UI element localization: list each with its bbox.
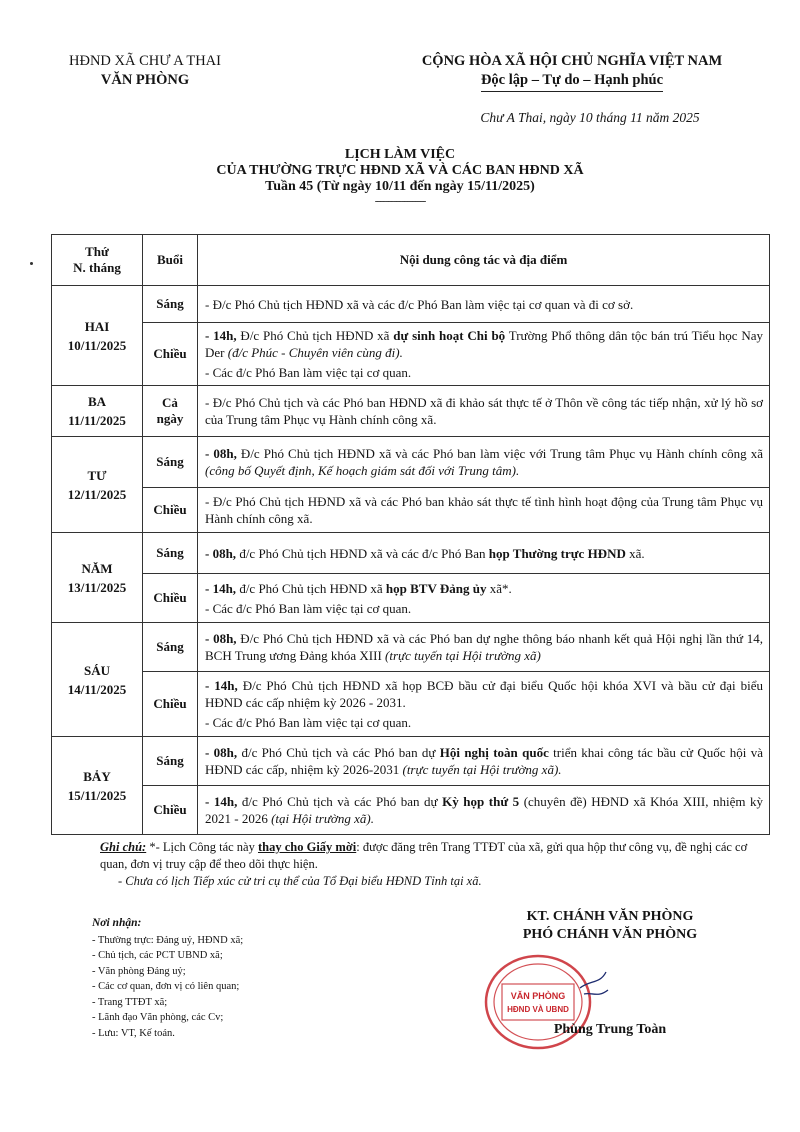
document-title xyxy=(150,147,650,207)
recipient-item: - Văn phòng Đảng uỷ; xyxy=(92,965,186,977)
signer-title: PHÓ CHÁNH VĂN PHÒNG xyxy=(522,927,698,942)
national-motto: Độc lập – Tự do – Hạnh phúc xyxy=(481,71,663,92)
day-date: 11/11/2025 xyxy=(68,413,126,428)
day-cell-thursday xyxy=(52,533,143,623)
table-row xyxy=(52,437,770,488)
content-cell xyxy=(198,574,770,623)
time-label: - 14h, xyxy=(205,328,237,343)
activity-emphasis: Hội nghị toàn quốc xyxy=(439,745,549,760)
signer-name: Phùng Trung Toàn xyxy=(553,1022,667,1037)
activity-fragment: (chuyên đề) HĐND xã Khóa XIII, nhiệm kỳ 2021 - 2026 xyxy=(205,794,764,826)
activity-text: - Đ/c Phó Chủ tịch HĐND xã và các đ/c Phó Ban làm việc tại cơ quan và đi cơ sở. xyxy=(205,296,634,312)
activity-emphasis: dự sinh hoạt Chi bộ xyxy=(393,328,506,343)
activity-text xyxy=(205,327,763,361)
activity-fragment: Đ/c Phó Chủ tịch HĐND xã và các Phó ban dự nghe thông báo nhanh kết quả Hội nghị lần thứ 14, BCH Trung ương Đảng khóa XIII xyxy=(205,631,764,663)
svg-text:VĂN PHÒNG: VĂN PHÒNG xyxy=(510,991,566,1001)
activity-text: - Các đ/c Phó Ban làm việc tại cơ quan. xyxy=(205,715,412,730)
day-name: BẢY xyxy=(83,768,111,784)
activity-fragment: đ/c Phó Chủ tịch HĐND xã xyxy=(236,580,386,596)
time-label: - 14h, xyxy=(205,794,238,809)
title-divider: ------------------- xyxy=(374,195,426,207)
signer-authority: KT. CHÁNH VĂN PHÒNG xyxy=(526,909,694,924)
activity-text: - Các đ/c Phó Ban làm việc tại cơ quan. xyxy=(205,600,412,616)
issuing-office-name: VĂN PHÒNG xyxy=(100,72,190,88)
time-label: - 14h, xyxy=(205,678,238,693)
activity-fragment: Trường Phổ thông dân tộc bán trú Tiểu học Nay Der xyxy=(205,328,763,360)
recipient-item: - Lưu: VT, Kế toán. xyxy=(92,1027,175,1039)
scan-speck xyxy=(30,262,33,265)
activity-fragment: Đ/c Phó Chủ tịch HĐND xã và các Phó ban làm việc với Trung tâm Phục vụ Hành chính công xã xyxy=(236,446,763,461)
recipient-item: - Các cơ quan, đơn vị có liên quan; xyxy=(92,981,240,992)
table-row xyxy=(52,286,770,323)
content-cell xyxy=(198,786,770,835)
day-name: HAI xyxy=(84,318,110,334)
table-row xyxy=(52,672,770,737)
activity-note: (trực tuyến tại Hội trường xã) xyxy=(385,648,541,663)
time-label: - 14h, xyxy=(205,580,237,596)
table-row xyxy=(52,574,770,623)
national-header xyxy=(372,52,772,92)
header-day-line-1: Thứ xyxy=(85,244,109,259)
activity-text xyxy=(205,630,763,664)
activity-text xyxy=(205,744,763,778)
day-name: NĂM xyxy=(81,560,113,576)
day-date: 15/11/2025 xyxy=(67,787,127,803)
table-row xyxy=(52,737,770,786)
activity-text xyxy=(205,445,763,479)
activity-text xyxy=(205,793,763,827)
day-cell-wednesday xyxy=(52,437,143,533)
footnote-fragment: *- Lịch Công tác này xyxy=(146,840,258,854)
footnote-line-1 xyxy=(52,839,770,873)
session-allday xyxy=(143,386,198,437)
session-afternoon: Chiều xyxy=(143,488,198,533)
activity-fragment: triển khai công tác bầu cử Quốc hội và HĐND các cấp, nhiệm kỳ 2026-2031 xyxy=(205,745,764,777)
activity-fragment: đ/c Phó Chủ tịch và các Phó ban dự xyxy=(237,794,443,809)
content-cell xyxy=(198,437,770,488)
session-afternoon: Chiều xyxy=(143,786,198,835)
time-label: - 08h, xyxy=(205,446,237,461)
title-line-2: CỦA THƯỜNG TRỰC HĐND XÃ VÀ CÁC BAN HĐND XÃ xyxy=(216,163,584,178)
activity-note: (đ/c Phúc - Chuyên viên cùng đi). xyxy=(227,345,403,360)
recipient-item: - Chủ tịch, các PCT UBND xã; xyxy=(92,950,223,961)
footnote-line-2: - Chưa có lịch Tiếp xúc cử tri cụ thể của Tổ Đại biểu HĐND Tỉnh tại xã. xyxy=(118,874,482,888)
content-cell xyxy=(198,623,770,672)
header-session: Buổi xyxy=(143,235,198,286)
content-cell xyxy=(198,672,770,737)
activity-note: (công bố Quyết định, Kế hoạch giám sát đối với Trung tâm). xyxy=(205,463,520,478)
activity-text: - Các đ/c Phó Ban làm việc tại cơ quan. xyxy=(205,365,412,380)
header-day xyxy=(52,235,143,286)
table-header-row xyxy=(52,235,770,286)
table-row xyxy=(52,533,770,574)
issuing-office xyxy=(40,52,250,90)
activity-emphasis: họp BTV Đảng ủy xyxy=(385,580,487,596)
day-date: 13/11/2025 xyxy=(67,579,127,595)
svg-text:HĐND VÀ UBND: HĐND VÀ UBND xyxy=(507,1005,569,1014)
activity-fragment: đ/c Phó Chủ tịch HĐND xã và các đ/c Phó Ban xyxy=(236,545,489,561)
recipients-block xyxy=(92,916,352,1041)
day-date: 10/11/2025 xyxy=(67,337,127,353)
activity-fragment: đ/c Phó Chủ tịch và các Phó ban dự xyxy=(237,745,440,760)
table-row xyxy=(52,623,770,672)
time-label: - 08h, xyxy=(205,545,237,561)
session-afternoon: Chiều xyxy=(143,323,198,386)
day-name: BA xyxy=(87,394,107,409)
table-row xyxy=(52,786,770,835)
session-afternoon: Chiều xyxy=(143,574,198,623)
activity-text xyxy=(205,545,763,562)
title-line-1: LỊCH LÀM VIỆC xyxy=(344,147,456,162)
activity-emphasis: Kỳ họp thứ 5 xyxy=(442,794,520,809)
session-allday-line-2: ngày xyxy=(156,411,184,426)
session-morning: Sáng xyxy=(143,286,198,323)
header-day-line-2: N. tháng xyxy=(73,260,121,275)
footnote-label: Ghi chú: xyxy=(100,840,147,854)
day-date: 14/11/2025 xyxy=(67,681,127,697)
session-afternoon: Chiều xyxy=(143,672,198,737)
day-cell-saturday xyxy=(52,737,143,835)
activity-text: - Đ/c Phó Chủ tịch HĐND xã và các Phó ban khảo sát thực tế tình hình hoạt động của Trung tâm Phục vụ Hành chính công xã. xyxy=(205,494,763,526)
header-content: Nội dung công tác và địa điểm xyxy=(198,235,770,286)
issuing-org-name: HĐND XÃ CHƯ A THAI xyxy=(69,53,221,69)
nation-name: CỘNG HÒA XÃ HỘI CHỦ NGHĨA VIỆT NAM xyxy=(421,53,723,69)
activity-fragment: xã*. xyxy=(486,580,512,596)
recipient-item: - Lãnh đạo Văn phòng, các Cv; xyxy=(92,1012,224,1023)
day-cell-monday xyxy=(52,286,143,386)
session-morning: Sáng xyxy=(143,737,198,786)
day-name: SÁU xyxy=(83,662,110,678)
recipient-item: - Trang TTĐT xã; xyxy=(92,996,168,1008)
activity-note: (tại Hội trường xã). xyxy=(271,811,374,826)
session-morning: Sáng xyxy=(143,437,198,488)
activity-text xyxy=(205,677,763,711)
activity-note: (trực tuyến tại Hội trường xã). xyxy=(402,762,562,777)
recipient-item: - Thường trực: Đảng uỷ, HĐND xã; xyxy=(92,934,244,946)
session-allday-line-1: Cả xyxy=(162,395,178,410)
recipients-title: Nơi nhận: xyxy=(92,917,142,929)
session-morning: Sáng xyxy=(143,623,198,672)
time-label: - 08h, xyxy=(205,631,237,646)
time-label: - 08h, xyxy=(205,745,238,760)
session-morning: Sáng xyxy=(143,533,198,574)
content-cell xyxy=(198,386,770,437)
table-row xyxy=(52,323,770,386)
day-name: TƯ xyxy=(87,467,107,483)
activity-text: - Đ/c Phó Chủ tịch và các Phó ban HĐND xã đi khảo sát thực tế ở Thôn về công tác tiếp nhận, xử lý hồ sơ của Trung tâm Phục vụ Hành chính công xã. xyxy=(205,395,763,427)
table-row xyxy=(52,386,770,437)
content-cell xyxy=(198,488,770,533)
table-row xyxy=(52,488,770,533)
content-cell xyxy=(198,737,770,786)
title-line-3: Tuần 45 (Từ ngày 10/11 đến ngày 15/11/2025) xyxy=(265,179,535,194)
footnote xyxy=(52,839,770,890)
schedule-table xyxy=(51,234,770,835)
activity-fragment: Đ/c Phó Chủ tịch HĐND xã họp BCĐ bầu cử đại biểu Quốc hội khóa XVI và bầu cử đại biểu HĐND các cấp nhiệm kỳ 2026 - 2031. xyxy=(205,678,763,710)
day-cell-tuesday xyxy=(52,386,143,437)
content-cell xyxy=(198,286,770,323)
activity-fragment: Đ/c Phó Chủ tịch HĐND xã xyxy=(236,328,394,343)
content-cell xyxy=(198,533,770,574)
day-cell-friday xyxy=(52,623,143,737)
activity-text xyxy=(205,580,763,597)
day-date: 12/11/2025 xyxy=(67,486,127,502)
content-cell xyxy=(198,323,770,386)
footnote-emphasis: thay cho Giấy mời xyxy=(257,840,357,854)
footnote-fragment: : được đăng trên Trang TTĐT của xã, gửi qua hộp thư công vụ, đề nghị các cơ quan, đơn vị truy cập để theo dõi thực hiện. xyxy=(100,840,748,871)
activity-emphasis: họp Thường trực HĐND xyxy=(488,545,626,561)
dateline: Chư A Thai, ngày 10 tháng 11 năm 2025 xyxy=(480,110,700,125)
activity-fragment: xã. xyxy=(625,545,645,561)
